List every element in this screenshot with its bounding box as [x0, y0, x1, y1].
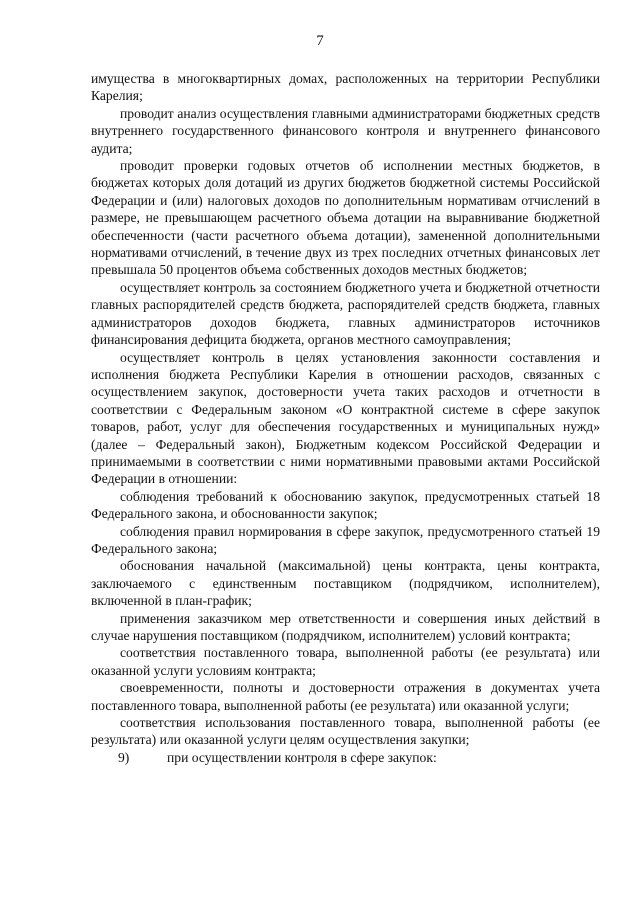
- paragraph: соблюдения правил нормирования в сфере закупок, предусмотренного статьей 19 Федерального закона;: [91, 523, 600, 556]
- numbered-item: [91, 749, 600, 766]
- paragraph: имущества в многоквартирных домах, расположенных на территории Республики Карелия;: [91, 71, 600, 104]
- item-text: при осуществлении контроля в сфере закупок:: [167, 749, 437, 765]
- paragraph: соответствия поставленного товара, выполненной работы (ее результата) или оказанной услуги условиям контракта;: [91, 645, 600, 678]
- paragraph: проводит анализ осуществления главными администраторами бюджетных средств внутреннего государственного финансового контроля и внутреннего финансового аудита;: [91, 105, 600, 156]
- page-number: 7: [316, 33, 324, 49]
- paragraph: применения заказчиком мер ответственности и совершения иных действий в случае нарушения поставщиком (подрядчиком, исполнителем) условий контракта;: [91, 610, 600, 643]
- paragraph: обоснования начальной (максимальной) цены контракта, цены контракта, заключаемого с единственным поставщиком (подрядчиком, исполнителем), включенной в план-график;: [91, 558, 600, 609]
- paragraph: своевременности, полноты и достоверности отражения в документах учета поставленного товара, выполненной работы (ее результата) или оказанной услуги;: [91, 680, 600, 713]
- item-number: 9): [118, 749, 130, 765]
- document-body: [91, 70, 600, 766]
- paragraph: соблюдения требований к обоснованию закупок, предусмотренных статьей 18 Федерального закона, и обоснованности закупок;: [91, 488, 600, 522]
- paragraph: соответствия использования поставленного товара, выполненной работы (ее результата) или оказанной услуги целям осуществления закупки;: [91, 715, 600, 748]
- paragraph: осуществляет контроль в целях установления законности составления и исполнения бюджета Республики Карелия в отношении расходов, связанных с осуществлением закупок, достоверности учета таких расходов и отчетности в соответствии с Федеральным законом «О контрактной системе в сфере закупок товаров, работ, услуг для обеспечения государственных и муниципальных нужд» (далее – Федеральный закон), Бюджетным кодексом Российской Федерации и принимаемыми в соответствии с ними нормативными правовыми актами Российской Федерации в отношении:: [91, 349, 600, 487]
- paragraph: осуществляет контроль за состоянием бюджетного учета и бюджетной отчетности главных распорядителей средств бюджета, распорядителей средств бюджета, главных администраторов доходов бюджета, главных администраторов источников финансирования дефицита бюджета, органов местного самоуправления;: [91, 279, 600, 348]
- paragraph: проводит проверки годовых отчетов об исполнении местных бюджетов, в бюджетах которых доля дотаций из других бюджетов бюджетной системы Российской Федерации и (или) налоговых доходов по дополнительным нормативам отчислений в размере, не превышающем расчетного объема дотации на выравнивание бюджетной обеспеченности (части расчетного объема дотации), замененной дополнительными нормативами отчислений, в течение двух из трех последних отчетных финансовых лет превышала 50 процентов объема собственных доходов местных бюджетов;: [91, 158, 600, 278]
